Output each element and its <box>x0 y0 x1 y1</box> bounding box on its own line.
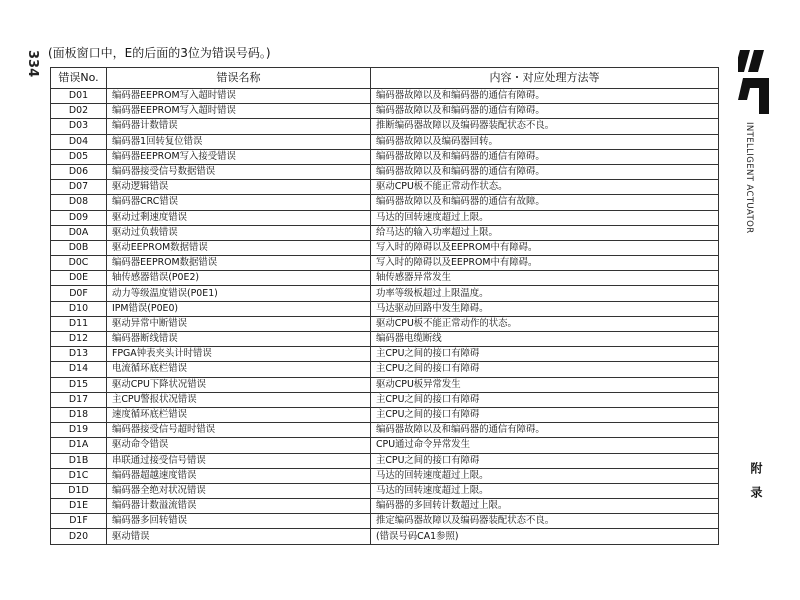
error-code-cell: D1A <box>51 438 107 453</box>
error-name-cell: 编码器接受信号数据错误 <box>107 164 371 179</box>
table-row <box>51 286 719 301</box>
error-code-cell: D08 <box>51 195 107 210</box>
error-description-cell: 功率等级板超过上限温度。 <box>371 286 719 301</box>
table-row <box>51 483 719 498</box>
error-code-cell: D1B <box>51 453 107 468</box>
error-description-cell: 主CPU之间的接口有障碍 <box>371 453 719 468</box>
table-row <box>51 104 719 119</box>
table-row <box>51 392 719 407</box>
error-name-cell: 编码器EEPROM写入超时错误 <box>107 104 371 119</box>
error-name-cell: 编码器1回转复位错误 <box>107 134 371 149</box>
error-description-cell: 编码器故障以及和编码器的通信有障碍。 <box>371 149 719 164</box>
page-number: 334 <box>25 50 40 78</box>
error-description-cell: 给马达的输入功率超过上限。 <box>371 225 719 240</box>
error-name-cell: IPM错误(P0E0) <box>107 301 371 316</box>
error-description-cell: 推断编码器故障以及编码器装配状态不良。 <box>371 119 719 134</box>
error-code-cell: D0C <box>51 256 107 271</box>
error-code-cell: D13 <box>51 347 107 362</box>
error-description-cell: 轴传感器异常发生 <box>371 271 719 286</box>
error-name-cell: 编码器断线错误 <box>107 332 371 347</box>
error-name-cell: 编码器EEPROM写入接受错误 <box>107 149 371 164</box>
error-name-cell: 编码器计数错误 <box>107 119 371 134</box>
error-code-cell: D0E <box>51 271 107 286</box>
error-code-cell: D19 <box>51 423 107 438</box>
table-row <box>51 316 719 331</box>
table-row <box>51 453 719 468</box>
error-name-cell: 主CPU警报状况错误 <box>107 392 371 407</box>
error-name-cell: 驱动过负载错误 <box>107 225 371 240</box>
table-header-row <box>51 68 719 89</box>
error-code-cell: D05 <box>51 149 107 164</box>
error-name-cell: 编码器全绝对状况错误 <box>107 483 371 498</box>
error-name-cell: 轴传感器错误(P0E2) <box>107 271 371 286</box>
table-row <box>51 529 719 544</box>
header-description: 内容・对应处理方法等 <box>371 68 719 89</box>
error-code-cell: D03 <box>51 119 107 134</box>
error-description-cell: 写入时的障碍以及EEPROM中有障碍。 <box>371 240 719 255</box>
error-code-cell: D17 <box>51 392 107 407</box>
error-code-cell: D0B <box>51 240 107 255</box>
error-code-cell: D09 <box>51 210 107 225</box>
table-row <box>51 134 719 149</box>
error-description-cell: 推定编码器故障以及编码器装配状态不良。 <box>371 514 719 529</box>
error-name-cell: 动力等级温度错误(P0E1) <box>107 286 371 301</box>
error-name-cell: 驱动错误 <box>107 529 371 544</box>
header-error-name: 错误名称 <box>107 68 371 89</box>
error-description-cell: 主CPU之间的接口有障碍 <box>371 362 719 377</box>
error-description-cell: 编码器故障以及和编码器的通信有障碍。 <box>371 164 719 179</box>
error-name-cell: 驱动逻辑错误 <box>107 180 371 195</box>
error-description-cell: 编码器电缆断线 <box>371 332 719 347</box>
iai-logo-icon <box>738 48 772 124</box>
error-description-cell: 马达的回转速度超过上限。 <box>371 210 719 225</box>
error-description-cell: 主CPU之间的接口有障碍 <box>371 347 719 362</box>
error-name-cell: 驱动过剩速度错误 <box>107 210 371 225</box>
error-description-cell: CPU通过命令异常发生 <box>371 438 719 453</box>
error-code-cell: D07 <box>51 180 107 195</box>
error-name-cell: 串联通过接受信号错误 <box>107 453 371 468</box>
error-code-cell: D12 <box>51 332 107 347</box>
error-code-cell: D1D <box>51 483 107 498</box>
error-name-cell: 速度循环底栏错误 <box>107 407 371 422</box>
error-name-cell: 编码器超越速度错误 <box>107 468 371 483</box>
error-table <box>50 67 719 545</box>
table-row <box>51 468 719 483</box>
error-name-cell: 编码器接受信号超时错误 <box>107 423 371 438</box>
error-code-cell: D1C <box>51 468 107 483</box>
table-row <box>51 180 719 195</box>
error-code-cell: D06 <box>51 164 107 179</box>
page-caption: (面板窗口中，E的后面的3位为错误号码。) <box>48 46 271 60</box>
error-description-cell: 编码器故障以及和编码器的通信有障碍。 <box>371 104 719 119</box>
error-name-cell: 编码器多回转错误 <box>107 514 371 529</box>
table-row <box>51 195 719 210</box>
error-description-cell: 主CPU之间的接口有障碍 <box>371 407 719 422</box>
error-name-cell: 驱动异常中断错误 <box>107 316 371 331</box>
table-row <box>51 301 719 316</box>
error-description-cell: 驱动CPU板异常发生 <box>371 377 719 392</box>
error-name-cell: 驱动EEPROM数据错误 <box>107 240 371 255</box>
error-code-cell: D01 <box>51 89 107 104</box>
brand-text: INTELLIGENT ACTUATOR <box>744 122 754 234</box>
table-row <box>51 271 719 286</box>
error-description-cell: 编码器故障以及编码器回转。 <box>371 134 719 149</box>
table-row <box>51 225 719 240</box>
error-description-cell: 马达的回转速度超过上限。 <box>371 483 719 498</box>
error-code-cell: D14 <box>51 362 107 377</box>
error-name-cell: 驱动CPU下降状况错误 <box>107 377 371 392</box>
table-row <box>51 347 719 362</box>
error-description-cell: 马达的回转速度超过上限。 <box>371 468 719 483</box>
header-error-no: 错误No. <box>51 68 107 89</box>
error-code-cell: D04 <box>51 134 107 149</box>
table-row <box>51 256 719 271</box>
error-code-cell: D1F <box>51 514 107 529</box>
error-code-cell: D1E <box>51 499 107 514</box>
error-description-cell: 马达驱动回路中发生障碍。 <box>371 301 719 316</box>
error-description-cell: 主CPU之间的接口有障碍 <box>371 392 719 407</box>
error-code-cell: D15 <box>51 377 107 392</box>
error-code-cell: D0F <box>51 286 107 301</box>
appendix-label: 附 录 <box>749 462 763 503</box>
table-row <box>51 164 719 179</box>
error-code-cell: D11 <box>51 316 107 331</box>
error-description-cell: 编码器故障以及和编码器的通信有故障。 <box>371 195 719 210</box>
error-description-cell: 编码器的多回转计数超过上限。 <box>371 499 719 514</box>
table-row <box>51 89 719 104</box>
error-name-cell: 编码器EEPROM数据错误 <box>107 256 371 271</box>
table-row <box>51 423 719 438</box>
error-description-cell: 编码器故障以及和编码器的通信有障碍。 <box>371 423 719 438</box>
error-name-cell: FPGA钟表夹头计时错误 <box>107 347 371 362</box>
table-row <box>51 377 719 392</box>
table-row <box>51 407 719 422</box>
table-row <box>51 438 719 453</box>
error-description-cell: 驱动CPU板不能正常动作的状态。 <box>371 316 719 331</box>
table-row <box>51 210 719 225</box>
table-row <box>51 332 719 347</box>
error-description-cell: 编码器故障以及和编码器的通信有障碍。 <box>371 89 719 104</box>
error-code-cell: D02 <box>51 104 107 119</box>
table-row <box>51 149 719 164</box>
error-name-cell: 编码器计数溢流错误 <box>107 499 371 514</box>
error-description-cell: 写入时的障碍以及EEPROM中有障碍。 <box>371 256 719 271</box>
error-code-cell: D0A <box>51 225 107 240</box>
error-code-cell: D10 <box>51 301 107 316</box>
error-code-cell: D20 <box>51 529 107 544</box>
error-name-cell: 驱动命令错误 <box>107 438 371 453</box>
error-name-cell: 编码器EEPROM写入超时错误 <box>107 89 371 104</box>
table-row <box>51 499 719 514</box>
error-description-cell: 驱动CPU板不能正常动作状态。 <box>371 180 719 195</box>
table-row <box>51 514 719 529</box>
table-row <box>51 119 719 134</box>
error-description-cell: (错误号码CA1参照) <box>371 529 719 544</box>
error-name-cell: 编码器CRC错误 <box>107 195 371 210</box>
table-row <box>51 240 719 255</box>
table-row <box>51 362 719 377</box>
error-name-cell: 电流循环底栏错误 <box>107 362 371 377</box>
error-code-cell: D18 <box>51 407 107 422</box>
